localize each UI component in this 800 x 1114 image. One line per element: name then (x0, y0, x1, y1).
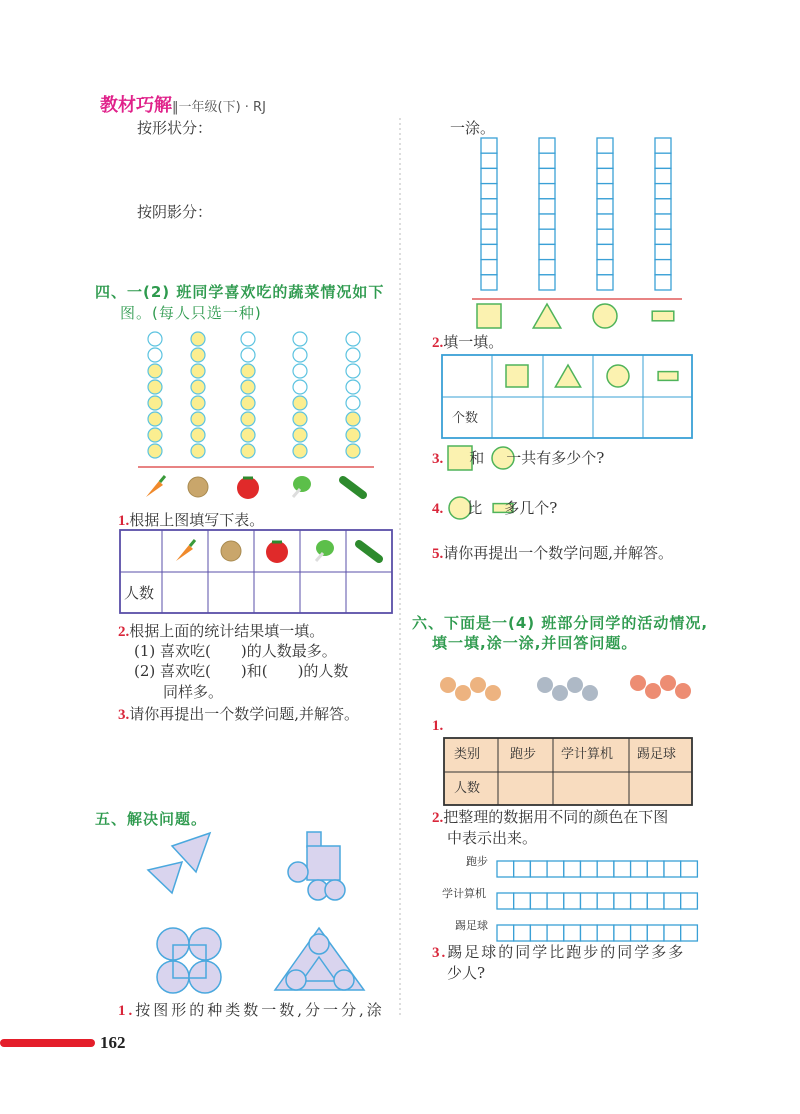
lettuce-icon (293, 476, 311, 492)
circle-figure (189, 928, 221, 960)
circle-figure (325, 880, 345, 900)
empty-circle (293, 364, 307, 378)
question-text: 按图形的种类数一数,分一分,涂 (135, 1001, 385, 1019)
filled-circle (191, 428, 205, 442)
question-text: 同样多。 (163, 683, 224, 701)
grid-cell (647, 861, 664, 877)
grid-cell (664, 861, 681, 877)
grid-cell (539, 153, 555, 168)
grid-cell (481, 138, 497, 153)
cucumber-icon (343, 480, 363, 495)
empty-circle (293, 332, 307, 346)
grid-cell (681, 925, 698, 941)
filled-circle (191, 364, 205, 378)
grid-cell (539, 184, 555, 199)
grid-cell (597, 184, 613, 199)
grid-cell (655, 168, 671, 183)
page-number: 162 (100, 1033, 126, 1052)
table-row-label: 人数 (454, 781, 481, 796)
filled-circle (148, 412, 162, 426)
grid-cell (564, 861, 581, 877)
grid-cell (614, 893, 631, 909)
filled-circle (148, 444, 162, 458)
section6-title-2: 填一填,涂一涂,并回答问题。 (432, 634, 638, 652)
section6-title: 六、下面是一(4) 班部分同学的活动情况, (412, 614, 709, 632)
tomato-icon (237, 477, 259, 499)
activity-illustration (552, 685, 568, 701)
rectangle-shape (652, 311, 674, 321)
grid-cell (481, 214, 497, 229)
grid-cell (497, 893, 514, 909)
q-number: 4. (432, 501, 444, 517)
grid-cell (497, 861, 514, 877)
grid-cell (614, 861, 631, 877)
by-shade-label: 按阴影分： (137, 203, 213, 221)
section4-title-2: 图。(每人只选一种) (120, 304, 262, 322)
grid-cell (631, 925, 648, 941)
grade-label: 一年级(下) · RJ (178, 100, 266, 115)
filled-circle (241, 412, 255, 426)
circle-figure (286, 970, 306, 990)
empty-circle (346, 348, 360, 362)
question-text: 踢足球的同学比跑步的同学多多 (447, 943, 686, 961)
grid-cell (547, 925, 564, 941)
grid-cell (530, 925, 547, 941)
filled-circle (191, 348, 205, 362)
continued-text: 一涂。 (450, 119, 496, 137)
activity-illustration (440, 677, 456, 693)
triangle-shape (533, 304, 561, 328)
circle-figure (288, 862, 308, 882)
grid-cell (497, 925, 514, 941)
question-text: 根据上面的统计结果填一填。 (129, 622, 325, 640)
grid-row-label: 踢足球 (455, 919, 488, 932)
carrot-icon (146, 481, 163, 497)
grid-cell (481, 184, 497, 199)
by-shape-label: 按形状分： (137, 119, 213, 137)
grid-cell (481, 153, 497, 168)
filled-circle (148, 364, 162, 378)
table-header: 类别 (454, 747, 481, 762)
question-text: 根据上图填写下表。 (129, 511, 265, 529)
empty-circle (148, 332, 162, 346)
triangle-shape (555, 365, 580, 387)
than-text: 比 (467, 499, 483, 517)
table-header: 踢足球 (637, 747, 677, 762)
grid-cell (681, 893, 698, 909)
q-number: 2. (432, 335, 444, 351)
filled-circle (191, 396, 205, 410)
empty-circle (148, 348, 162, 362)
grid-cell (547, 893, 564, 909)
grid-cell (597, 925, 614, 941)
lettuce-icon (316, 540, 334, 556)
grid-cell (581, 893, 598, 909)
header-separator: ‖ (172, 100, 179, 115)
question-text: (2) 喜欢吃( )和( )的人数 (134, 662, 349, 680)
grid-cell (597, 260, 613, 275)
filled-circle (241, 444, 255, 458)
grid-cell (597, 244, 613, 259)
grid-cell (481, 260, 497, 275)
grid-cell (597, 199, 613, 214)
grid-cell (530, 893, 547, 909)
grid-cell (539, 199, 555, 214)
cucumber-icon (359, 544, 379, 559)
grid-cell (539, 229, 555, 244)
filled-circle (346, 428, 360, 442)
carrot-leaf (160, 476, 165, 482)
empty-circle (293, 380, 307, 394)
grid-cell (481, 244, 497, 259)
grid-cell (481, 168, 497, 183)
grid-cell (655, 229, 671, 244)
q-number: 3. (432, 945, 448, 961)
grid-cell (655, 244, 671, 259)
question-text: 请你再提出一个数学问题,并解答。 (129, 705, 360, 723)
grid-cell (481, 199, 497, 214)
grid-cell (514, 861, 531, 877)
empty-circle (241, 348, 255, 362)
grid-cell (539, 214, 555, 229)
grid-row-label: 学计算机 (442, 887, 486, 900)
activity-illustration (675, 683, 691, 699)
grid-cell (564, 893, 581, 909)
question-text: (1) 喜欢吃( )的人数最多。 (134, 642, 337, 660)
square-figure (307, 846, 340, 880)
section4-title: 四、一(2) 班同学喜欢吃的蔬菜情况如下 (95, 283, 385, 301)
table-header: 学计算机 (561, 747, 614, 762)
activity-illustration (485, 685, 501, 701)
grid-cell (539, 168, 555, 183)
grid-cell (597, 214, 613, 229)
table-row-label: 人数 (124, 584, 155, 602)
grid-cell (597, 893, 614, 909)
grid-cell (564, 925, 581, 941)
filled-circle (346, 444, 360, 458)
grid-cell (655, 138, 671, 153)
question-text: 中表示出来。 (447, 829, 538, 847)
q-number: 3. (432, 451, 444, 467)
carrot-icon (176, 545, 193, 561)
filled-circle (191, 380, 205, 394)
grid-row-label: 跑步 (466, 855, 488, 868)
grid-cell (481, 229, 497, 244)
question-text: 多几个? (504, 499, 558, 517)
grid-cell (655, 260, 671, 275)
rectangle-shape (658, 372, 678, 381)
grid-cell (655, 214, 671, 229)
activity-illustration (567, 677, 583, 693)
empty-circle (346, 332, 360, 346)
grid-cell (530, 861, 547, 877)
q-number: 2. (118, 624, 130, 640)
grid-cell (597, 861, 614, 877)
filled-circle (241, 428, 255, 442)
potato-icon (221, 541, 241, 561)
filled-circle (191, 412, 205, 426)
grid-cell (539, 138, 555, 153)
grid-cell (631, 861, 648, 877)
section5-title: 五、解决问题。 (95, 810, 208, 828)
filled-circle (148, 396, 162, 410)
filled-circle (293, 428, 307, 442)
activity-illustration (660, 675, 676, 691)
table-header: 跑步 (510, 747, 537, 762)
circle-figure (334, 970, 354, 990)
grid-cell (547, 861, 564, 877)
filled-circle (293, 396, 307, 410)
grid-cell (539, 275, 555, 290)
grid-cell (581, 925, 598, 941)
empty-circle (346, 396, 360, 410)
activity-illustration (645, 683, 661, 699)
grid-cell (631, 893, 648, 909)
grid-cell (647, 893, 664, 909)
brand-title: 教材巧解 (100, 95, 172, 116)
grid-cell (647, 925, 664, 941)
empty-circle (241, 332, 255, 346)
filled-circle (191, 332, 205, 346)
grid-cell (655, 153, 671, 168)
question-text: 填一填。 (443, 333, 504, 351)
grid-cell (597, 229, 613, 244)
grid-cell (597, 275, 613, 290)
carrot-leaf (190, 540, 195, 546)
q-number: 1. (118, 1003, 136, 1019)
table-row-label: 个数 (452, 411, 479, 426)
empty-circle (293, 348, 307, 362)
activity-illustration (455, 685, 471, 701)
q-number: 2. (432, 810, 444, 826)
grid-cell (655, 275, 671, 290)
question-text: 把整理的数据用不同的颜色在下图 (443, 808, 669, 826)
and-text: 和 (469, 449, 485, 467)
filled-circle (191, 444, 205, 458)
filled-circle (148, 428, 162, 442)
filled-circle (346, 412, 360, 426)
empty-circle (346, 364, 360, 378)
activity-illustration (537, 677, 553, 693)
activity-illustration (630, 675, 646, 691)
q-number: 1. (118, 513, 130, 529)
q-number: 3. (118, 707, 130, 723)
grid-cell (514, 925, 531, 941)
circle-figure (309, 934, 329, 954)
circle-shape (607, 365, 629, 387)
square-figure (307, 832, 321, 847)
grid-cell (481, 275, 497, 290)
question-text: 请你再提出一个数学问题,并解答。 (443, 544, 674, 562)
q-number: 5. (432, 546, 444, 562)
filled-circle (241, 380, 255, 394)
filled-circle (293, 412, 307, 426)
grid-cell (581, 861, 598, 877)
question-text: 少人? (447, 964, 486, 982)
square-shape (506, 365, 528, 387)
footer-bar (0, 1039, 95, 1047)
empty-circle (346, 380, 360, 394)
filled-circle (148, 380, 162, 394)
circle-shape (593, 304, 617, 328)
square-shape (477, 304, 501, 328)
grid-cell (664, 925, 681, 941)
grid-cell (655, 199, 671, 214)
grid-cell (597, 153, 613, 168)
q-number: 1. (432, 718, 444, 734)
grid-cell (614, 925, 631, 941)
triangle-figure (148, 862, 182, 893)
grid-cell (539, 260, 555, 275)
activity-illustration (470, 677, 486, 693)
question-text: 一共有多少个? (506, 449, 605, 467)
grid-cell (681, 861, 698, 877)
grid-cell (539, 244, 555, 259)
filled-circle (241, 364, 255, 378)
tomato-icon (266, 541, 288, 563)
grid-cell (597, 168, 613, 183)
grid-cell (597, 138, 613, 153)
activity-illustration (582, 685, 598, 701)
potato-icon (188, 477, 208, 497)
filled-circle (241, 396, 255, 410)
filled-circle (293, 444, 307, 458)
grid-cell (655, 184, 671, 199)
grid-cell (514, 893, 531, 909)
grid-cell (664, 893, 681, 909)
circle-figure (189, 961, 221, 993)
